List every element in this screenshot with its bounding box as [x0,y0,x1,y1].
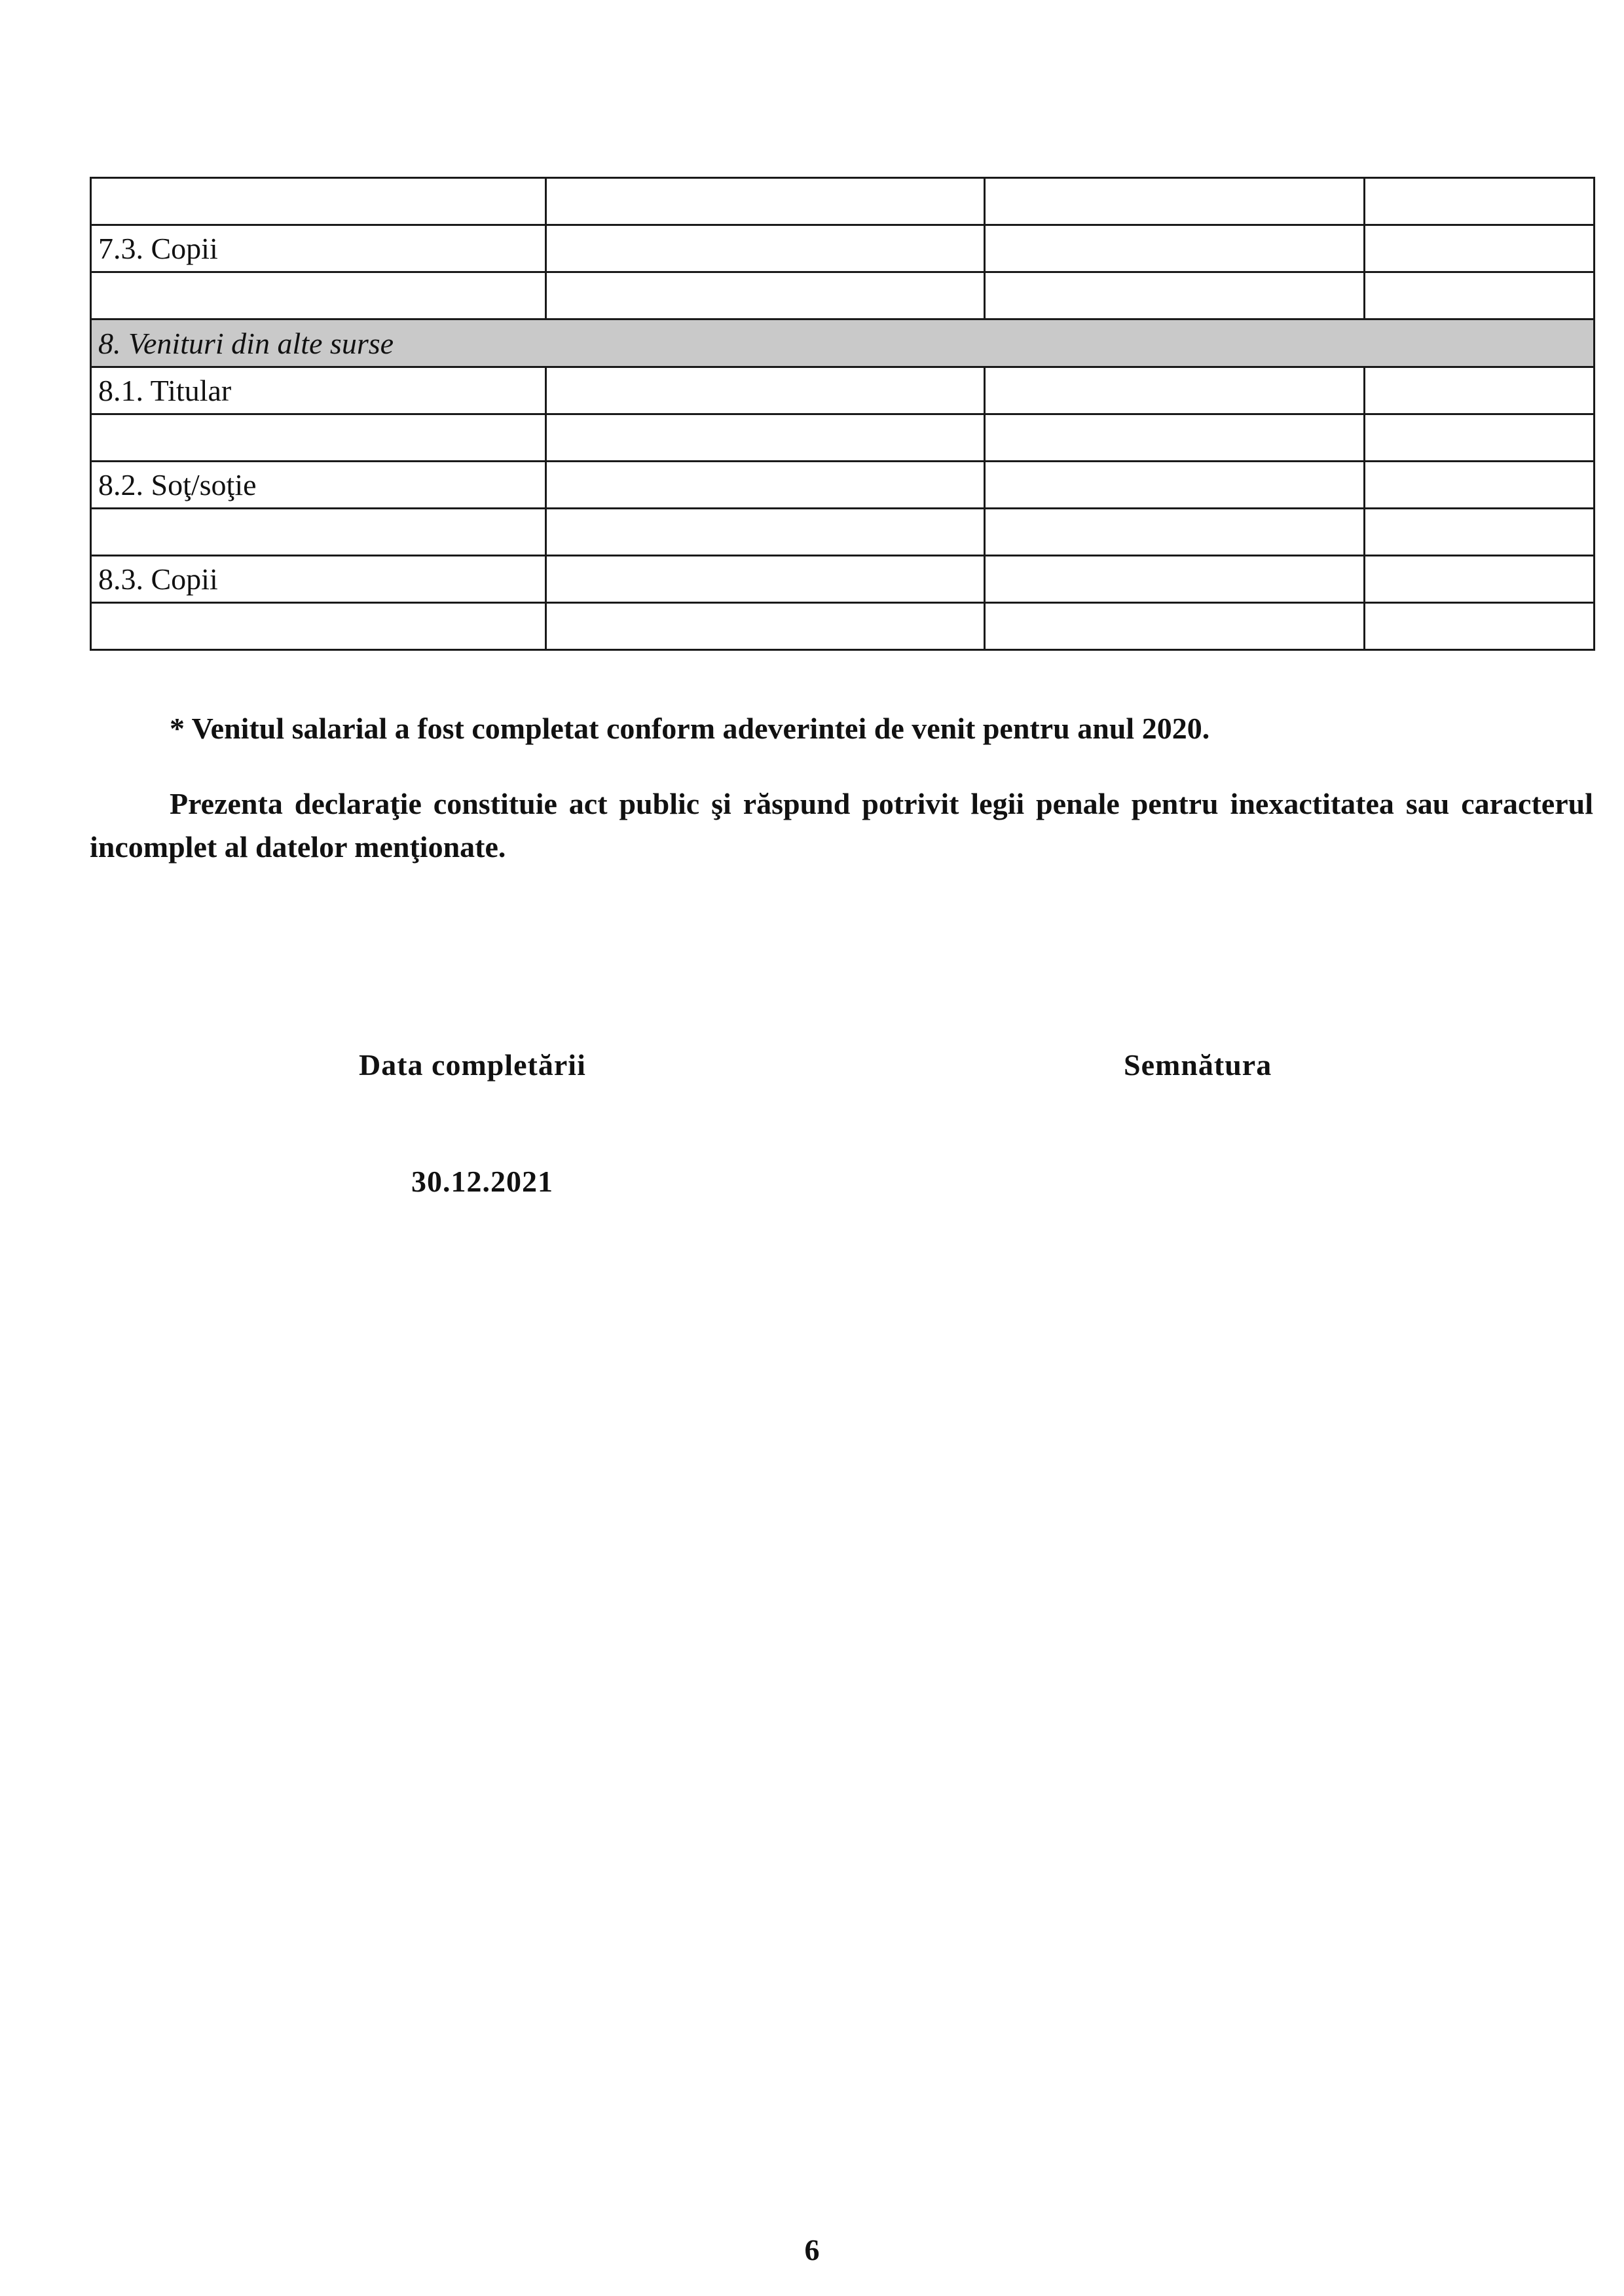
table-cell [1365,414,1595,462]
row-label: 8.1. Titular [91,367,546,414]
salary-footnote: * Venitul salarial a fost completat conform adeverintei de venit pentru anul 2020. [170,712,1210,745]
table-row [91,603,1595,650]
table-cell [546,178,985,225]
table-cell [985,225,1365,272]
table-cell [1365,178,1595,225]
table-cell [985,462,1365,509]
section-title: 8. Venituri din alte surse [91,319,1595,367]
table-cell [985,178,1365,225]
table-cell [546,272,985,319]
table-row [91,414,1595,462]
table-cell [1365,556,1595,603]
row-label: 7.3. Copii [91,225,546,272]
declaration-statement: Prezenta declaraţie constituie act public şi răspund potrivit legii penale pentru inexactitatea sau caracterul incomplet al datelor menţionate. [90,787,1593,864]
row-label [91,509,546,556]
table-cell [546,414,985,462]
table-cell [546,367,985,414]
row-label [91,414,546,462]
table-cell [546,509,985,556]
row-label [91,603,546,650]
table-cell [1365,462,1595,509]
table-cell [546,556,985,603]
table-cell [1365,225,1595,272]
completion-date-label: Data completării [359,1048,586,1082]
table-cell [985,556,1365,603]
table-cell [1365,509,1595,556]
table-cell [1365,367,1595,414]
table-cell [546,462,985,509]
table-row [91,225,1595,272]
page-number: 6 [804,2233,820,2267]
table-cell [985,509,1365,556]
table-row [91,462,1595,509]
table-row [91,509,1595,556]
income-table [90,177,1595,651]
row-label: 8.2. Soţ/soţie [91,462,546,509]
row-label: 8.3. Copii [91,556,546,603]
table-row [91,556,1595,603]
table-cell [1365,272,1595,319]
row-label [91,178,546,225]
row-label [91,272,546,319]
table-cell [1365,603,1595,650]
table-cell [985,603,1365,650]
table-cell [546,225,985,272]
table-cell [985,272,1365,319]
table-row [91,272,1595,319]
completion-date-value: 30.12.2021 [411,1165,553,1198]
table-cell [985,414,1365,462]
section-header-row [91,319,1595,367]
table-cell [546,603,985,650]
table-row [91,367,1595,414]
table-row [91,178,1595,225]
table-cell [985,367,1365,414]
signature-label: Semnătura [1124,1048,1272,1082]
